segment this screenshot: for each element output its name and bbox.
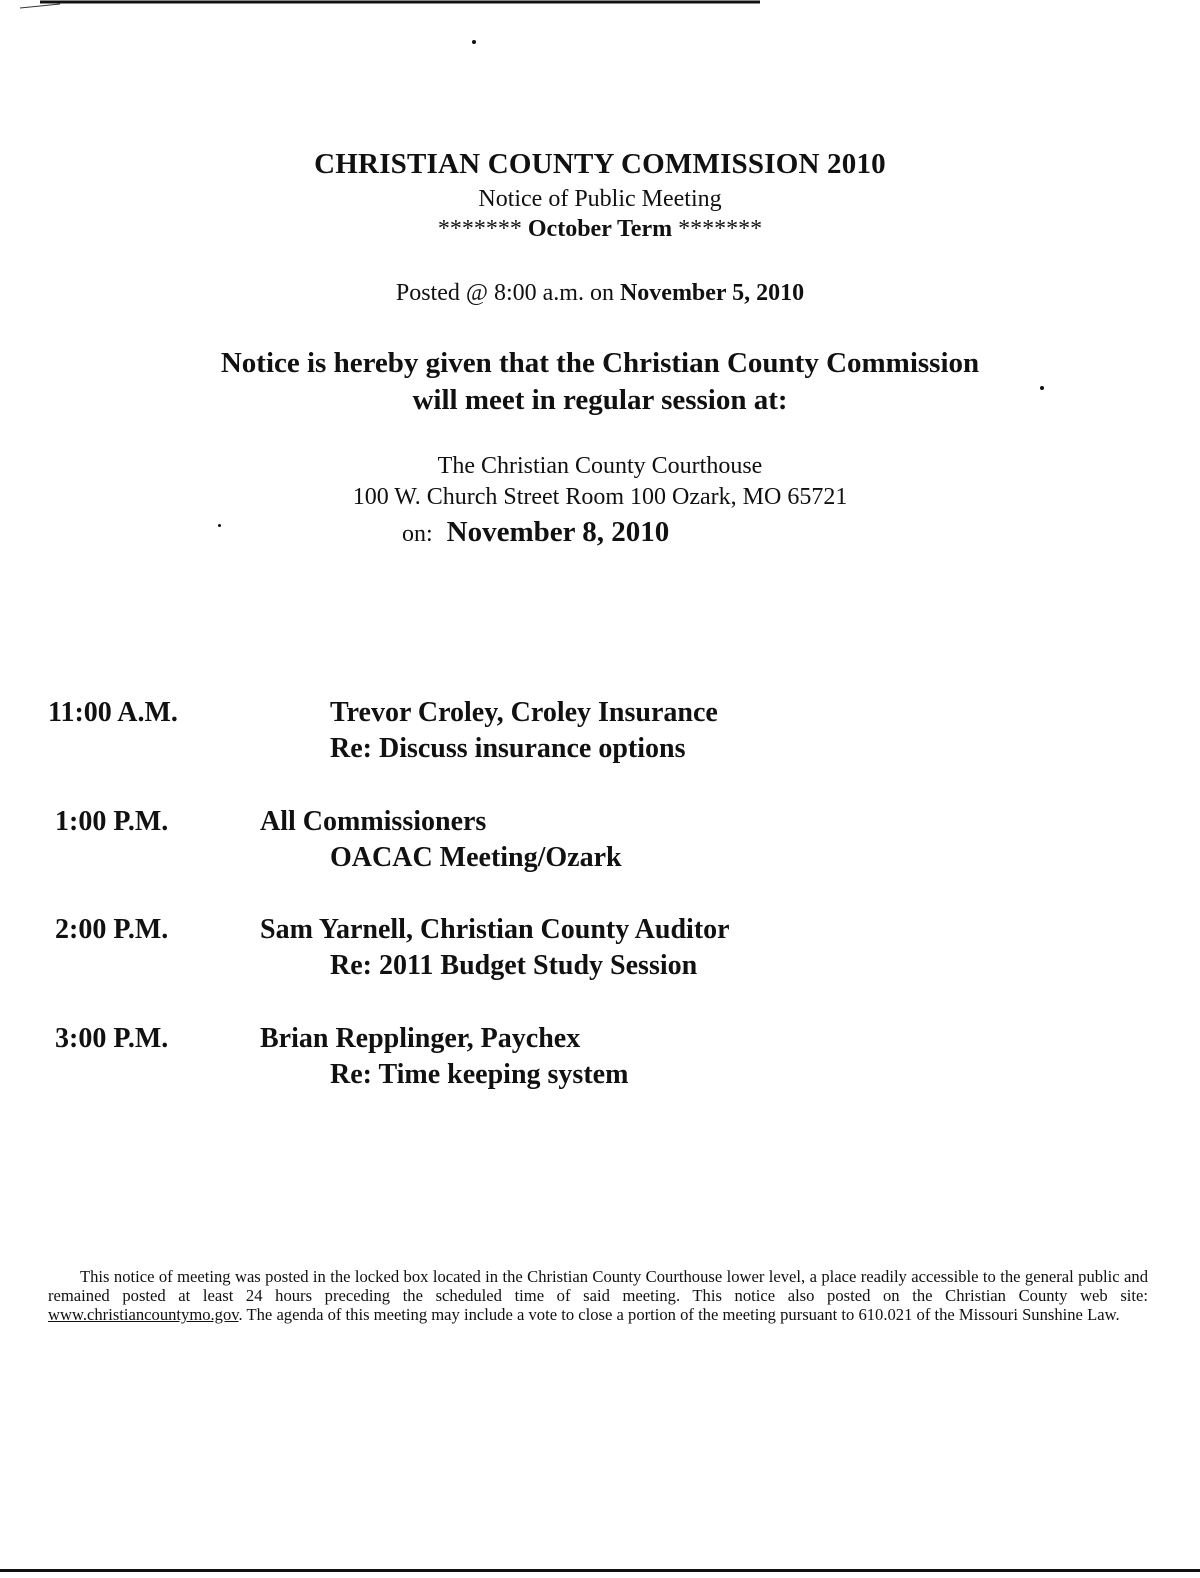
notice-text-end: . The agenda of this meeting may include a vote to close a portion of the meeting pursuant to 610.021 of the Missouri Sunshine Law.: [238, 1305, 1120, 1324]
agenda-presenter: Sam Yarnell, Christian County Auditor: [260, 914, 730, 945]
agenda-time: 1:00 P.M.: [55, 806, 169, 837]
county-website-link[interactable]: www.christiancountymo.gov: [48, 1305, 239, 1324]
agenda-time: 2:00 P.M.: [55, 914, 169, 945]
term-label: October Term: [527, 216, 673, 242]
agenda-presenter: All Commissioners: [260, 806, 487, 837]
scan-speck: [218, 524, 221, 527]
posting-notice: [48, 1267, 1148, 1324]
posted-date: November 5, 2010: [619, 280, 805, 306]
scan-bottom-edge: [0, 1569, 1200, 1572]
scan-speck: [472, 40, 476, 44]
meeting-date-line: [402, 516, 669, 549]
meeting-date: November 8, 2010: [446, 516, 670, 548]
address-line-1: The Christian County Courthouse: [437, 453, 763, 479]
term-stars-right: *******: [678, 216, 763, 242]
agenda-time: 11:00 A.M.: [48, 697, 178, 728]
agenda-topic: Re: Discuss insurance options: [330, 733, 686, 764]
notice-line-1: Notice is hereby given that the Christian County Commission: [220, 347, 980, 379]
term-line: [0, 216, 1200, 243]
document-title: CHRISTIAN COUNTY COMMISSION 2010: [314, 148, 886, 180]
agenda-time: 3:00 P.M.: [55, 1023, 169, 1054]
term-stars-left: *******: [437, 216, 522, 242]
agenda-presenter: Trevor Croley, Croley Insurance: [330, 697, 718, 728]
agenda-topic: OACAC Meeting/Ozark: [330, 842, 622, 873]
document-subtitle: Notice of Public Meeting: [478, 186, 722, 212]
on-label: on:: [402, 521, 433, 547]
agenda-topic: Re: 2011 Budget Study Session: [330, 950, 698, 981]
address-line-2: 100 W. Church Street Room 100 Ozark, MO 65721: [352, 484, 848, 510]
agenda-topic: Re: Time keeping system: [330, 1059, 629, 1090]
notice-line-2: will meet in regular session at:: [412, 384, 788, 416]
agenda-presenter: Brian Repplinger, Paychex: [260, 1023, 581, 1054]
posted-line: [0, 280, 1200, 307]
notice-text-start: This notice of meeting was posted in the locked box located in the Christian County Courthouse lower level, a place readily accessible to the general public and remained posted at least 24 hours preceding the scheduled time of said meeting. This notice also posted on the Christian County web site:: [48, 1267, 1148, 1305]
scan-top-edge: [0, 0, 1200, 10]
posted-prefix: Posted @ 8:00 a.m. on: [395, 280, 614, 306]
